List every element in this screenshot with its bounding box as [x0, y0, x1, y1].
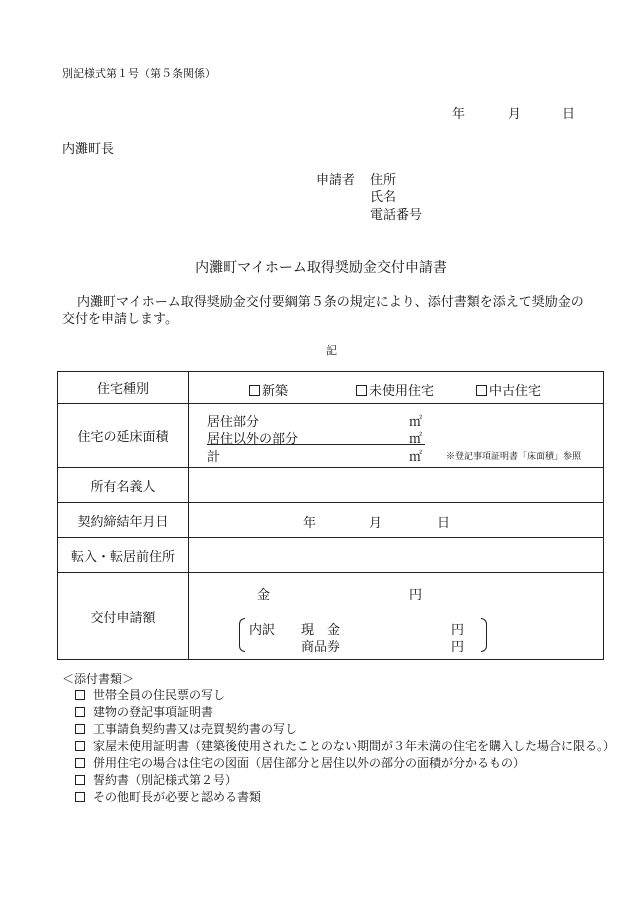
applicant-name: 氏名 — [370, 190, 397, 205]
owner-value[interactable] — [189, 468, 604, 503]
contract-date-value[interactable] — [189, 503, 604, 538]
applicant-address: 住所 — [370, 173, 397, 188]
cash-unit: 円 — [451, 622, 465, 638]
floor-area-note: ※登記事項証明書「床面積」参照 — [446, 451, 582, 462]
attachment-item: 誓約書（別記様式第２号） — [75, 772, 615, 789]
document-title: 内灘町マイホーム取得奨励金交付申請書 — [195, 260, 447, 276]
option-unused[interactable]: 未使用住宅 — [356, 380, 434, 399]
prev-address-value[interactable] — [189, 538, 604, 573]
attachments-heading: ＜添付書類＞ — [62, 672, 135, 686]
housing-type-label: 住宅種別 — [58, 372, 189, 404]
attachment-checkbox[interactable] — [75, 724, 85, 734]
row-amount — [58, 573, 604, 660]
form-number: 別記様式第１号（第５条関係） — [62, 67, 216, 80]
option-new[interactable]: 新築 — [249, 380, 288, 399]
amount-unit: 円 — [409, 587, 423, 603]
row-housing-type — [58, 372, 604, 404]
floor-area-residential-unit: ㎡ — [409, 414, 423, 430]
housing-type-options — [189, 372, 604, 404]
bracket-left — [239, 618, 245, 652]
applicant-phone: 電話番号 — [370, 208, 423, 223]
application-table — [57, 371, 604, 660]
row-floor-area — [58, 404, 604, 468]
attachment-checkbox[interactable] — [75, 690, 85, 700]
date-day: 日 — [562, 107, 576, 122]
row-owner — [58, 468, 604, 503]
bracket-right — [481, 618, 487, 652]
contract-date-label: 契約締結年月日 — [58, 503, 189, 538]
floor-area-label: 住宅の延床面積 — [58, 404, 189, 468]
attachment-checkbox[interactable] — [75, 775, 85, 785]
checkbox-used[interactable] — [476, 385, 487, 396]
contract-month: 月 — [369, 515, 383, 531]
date-year: 年 — [452, 107, 466, 122]
breakdown-bracket — [239, 618, 487, 655]
row-prev-address — [58, 538, 604, 573]
body-text-line1: 内灘町マイホーム取得奨励金交付要綱第５条の規定により、添付書類を添えて奨励金の — [77, 295, 584, 310]
floor-area-cell — [189, 404, 604, 468]
floor-area-residential-label: 居住部分 — [207, 414, 260, 430]
attachment-checkbox[interactable] — [75, 758, 85, 768]
ki-label: 記 — [326, 344, 337, 357]
contract-day: 日 — [437, 515, 451, 531]
option-used[interactable]: 中古住宅 — [476, 380, 541, 399]
attachment-item: 家屋未使用証明書（建築後使用されたことのない期間が３年未満の住宅を購入した場合に限る。） — [75, 738, 615, 755]
attachment-checkbox[interactable] — [75, 792, 85, 802]
cash-label: 現 金 — [301, 622, 341, 638]
contract-year: 年 — [303, 515, 317, 531]
attachment-item: その他町長が必要と認める書類 — [75, 789, 615, 806]
amount-label: 交付申請額 — [58, 573, 189, 660]
owner-label: 所有名義人 — [58, 468, 189, 503]
breakdown-label: 内訳 — [249, 622, 276, 638]
body-text-line2: 交付を申請します。 — [62, 312, 178, 327]
attachment-item: 工事請負契約書又は売買契約書の写し — [75, 721, 615, 738]
attachments-list — [75, 687, 615, 806]
attachment-item: 世帯全員の住民票の写し — [75, 687, 615, 704]
voucher-unit: 円 — [451, 639, 465, 655]
voucher-label: 商品券 — [301, 639, 341, 655]
amount-cell — [189, 573, 604, 660]
date-month: 月 — [508, 107, 522, 122]
floor-area-sum-line — [207, 444, 425, 445]
prev-address-label: 転入・転居前住所 — [58, 538, 189, 573]
floor-area-total-unit: ㎡ — [409, 449, 423, 465]
amount-prefix: 金 — [257, 587, 271, 603]
attachment-checkbox[interactable] — [75, 741, 85, 751]
floor-area-total-label: 計 — [207, 449, 221, 465]
row-contract-date — [58, 503, 604, 538]
floor-area-nonresidential-label: 居住以外の部分 — [207, 431, 299, 447]
attachment-checkbox[interactable] — [75, 707, 85, 717]
checkbox-new[interactable] — [249, 385, 260, 396]
attachment-item: 建物の登記事項証明書 — [75, 704, 615, 721]
attachment-item: 併用住宅の場合は住宅の図面（居住部分と居住以外の部分の面積が分かるもの） — [75, 755, 615, 772]
addressee: 内灘町長 — [62, 142, 115, 157]
checkbox-unused[interactable] — [356, 385, 367, 396]
floor-area-nonresidential-unit: ㎡ — [409, 431, 423, 447]
applicant-label: 申請者 — [316, 173, 356, 188]
